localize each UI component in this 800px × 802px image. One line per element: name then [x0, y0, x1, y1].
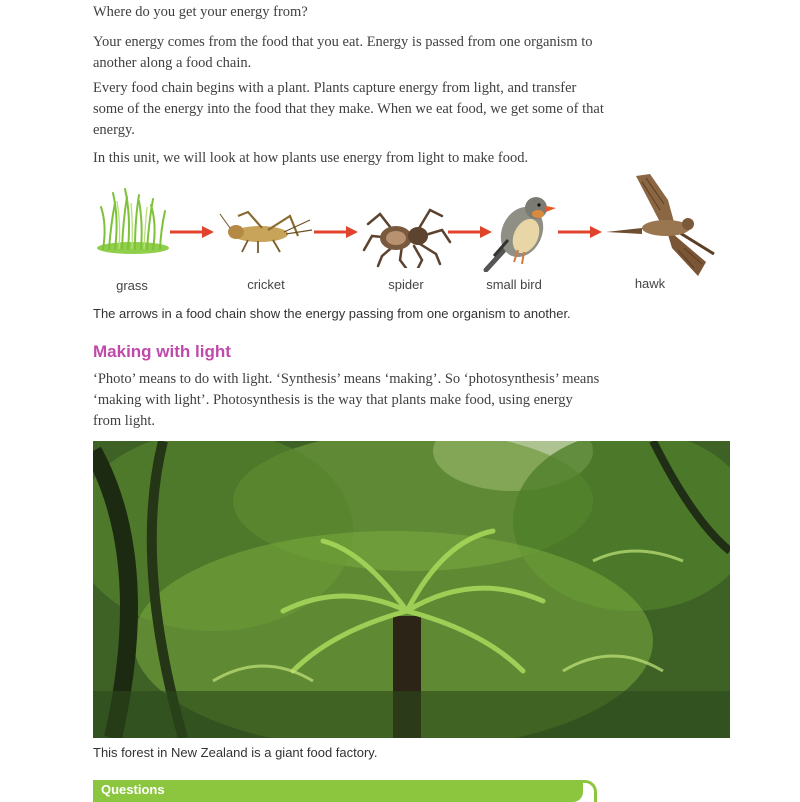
intro-paragraph-1: Your energy comes from the food that you eat. Energy is passed from one organism to another along a food chain.: [93, 34, 593, 71]
photo-caption: This forest in New Zealand is a giant food factory.: [93, 745, 378, 760]
intro-question: Where do you get your energy from?: [93, 4, 308, 20]
section-heading: Making with light: [93, 342, 231, 361]
food-chain-caption: The arrows in a food chain show the energy passing from one organism to another.: [93, 306, 571, 321]
questions-label: Questions: [101, 782, 165, 797]
food-chain-diagram: [90, 180, 730, 300]
hawk-icon: [602, 170, 720, 282]
organism-label: small bird: [486, 277, 542, 292]
grass-icon: [95, 185, 170, 255]
organism-label: hawk: [634, 276, 666, 291]
intro-paragraph-3: In this unit, we will look at how plants use energy from light to make food.: [93, 150, 529, 166]
arrow-icon: [170, 225, 215, 239]
intro-paragraph-2: Every food chain begins with a plant. Plants capture energy from light, and transfer some of the energy into the food that they make. When we eat food, we get some of that energy.: [93, 80, 604, 138]
organism-label: grass: [116, 278, 148, 293]
forest-illustration: [93, 441, 730, 738]
forest-photo: [93, 441, 730, 738]
section-body: ‘Photo’ means to do with light. ‘Synthesis’ means ‘making’. So ‘photosynthesis’ means ‘making with light’. Photosynthesis is the way that plants make food, using energy from light.: [93, 371, 600, 429]
questions-banner: [93, 780, 583, 802]
small-bird-icon: [478, 190, 560, 272]
arrow-icon: [558, 225, 603, 239]
organism-label: cricket: [247, 277, 285, 292]
cricket-icon: [218, 208, 313, 256]
organism-label: spider: [388, 277, 424, 292]
arrow-icon: [314, 225, 359, 239]
spider-icon: [362, 202, 452, 268]
